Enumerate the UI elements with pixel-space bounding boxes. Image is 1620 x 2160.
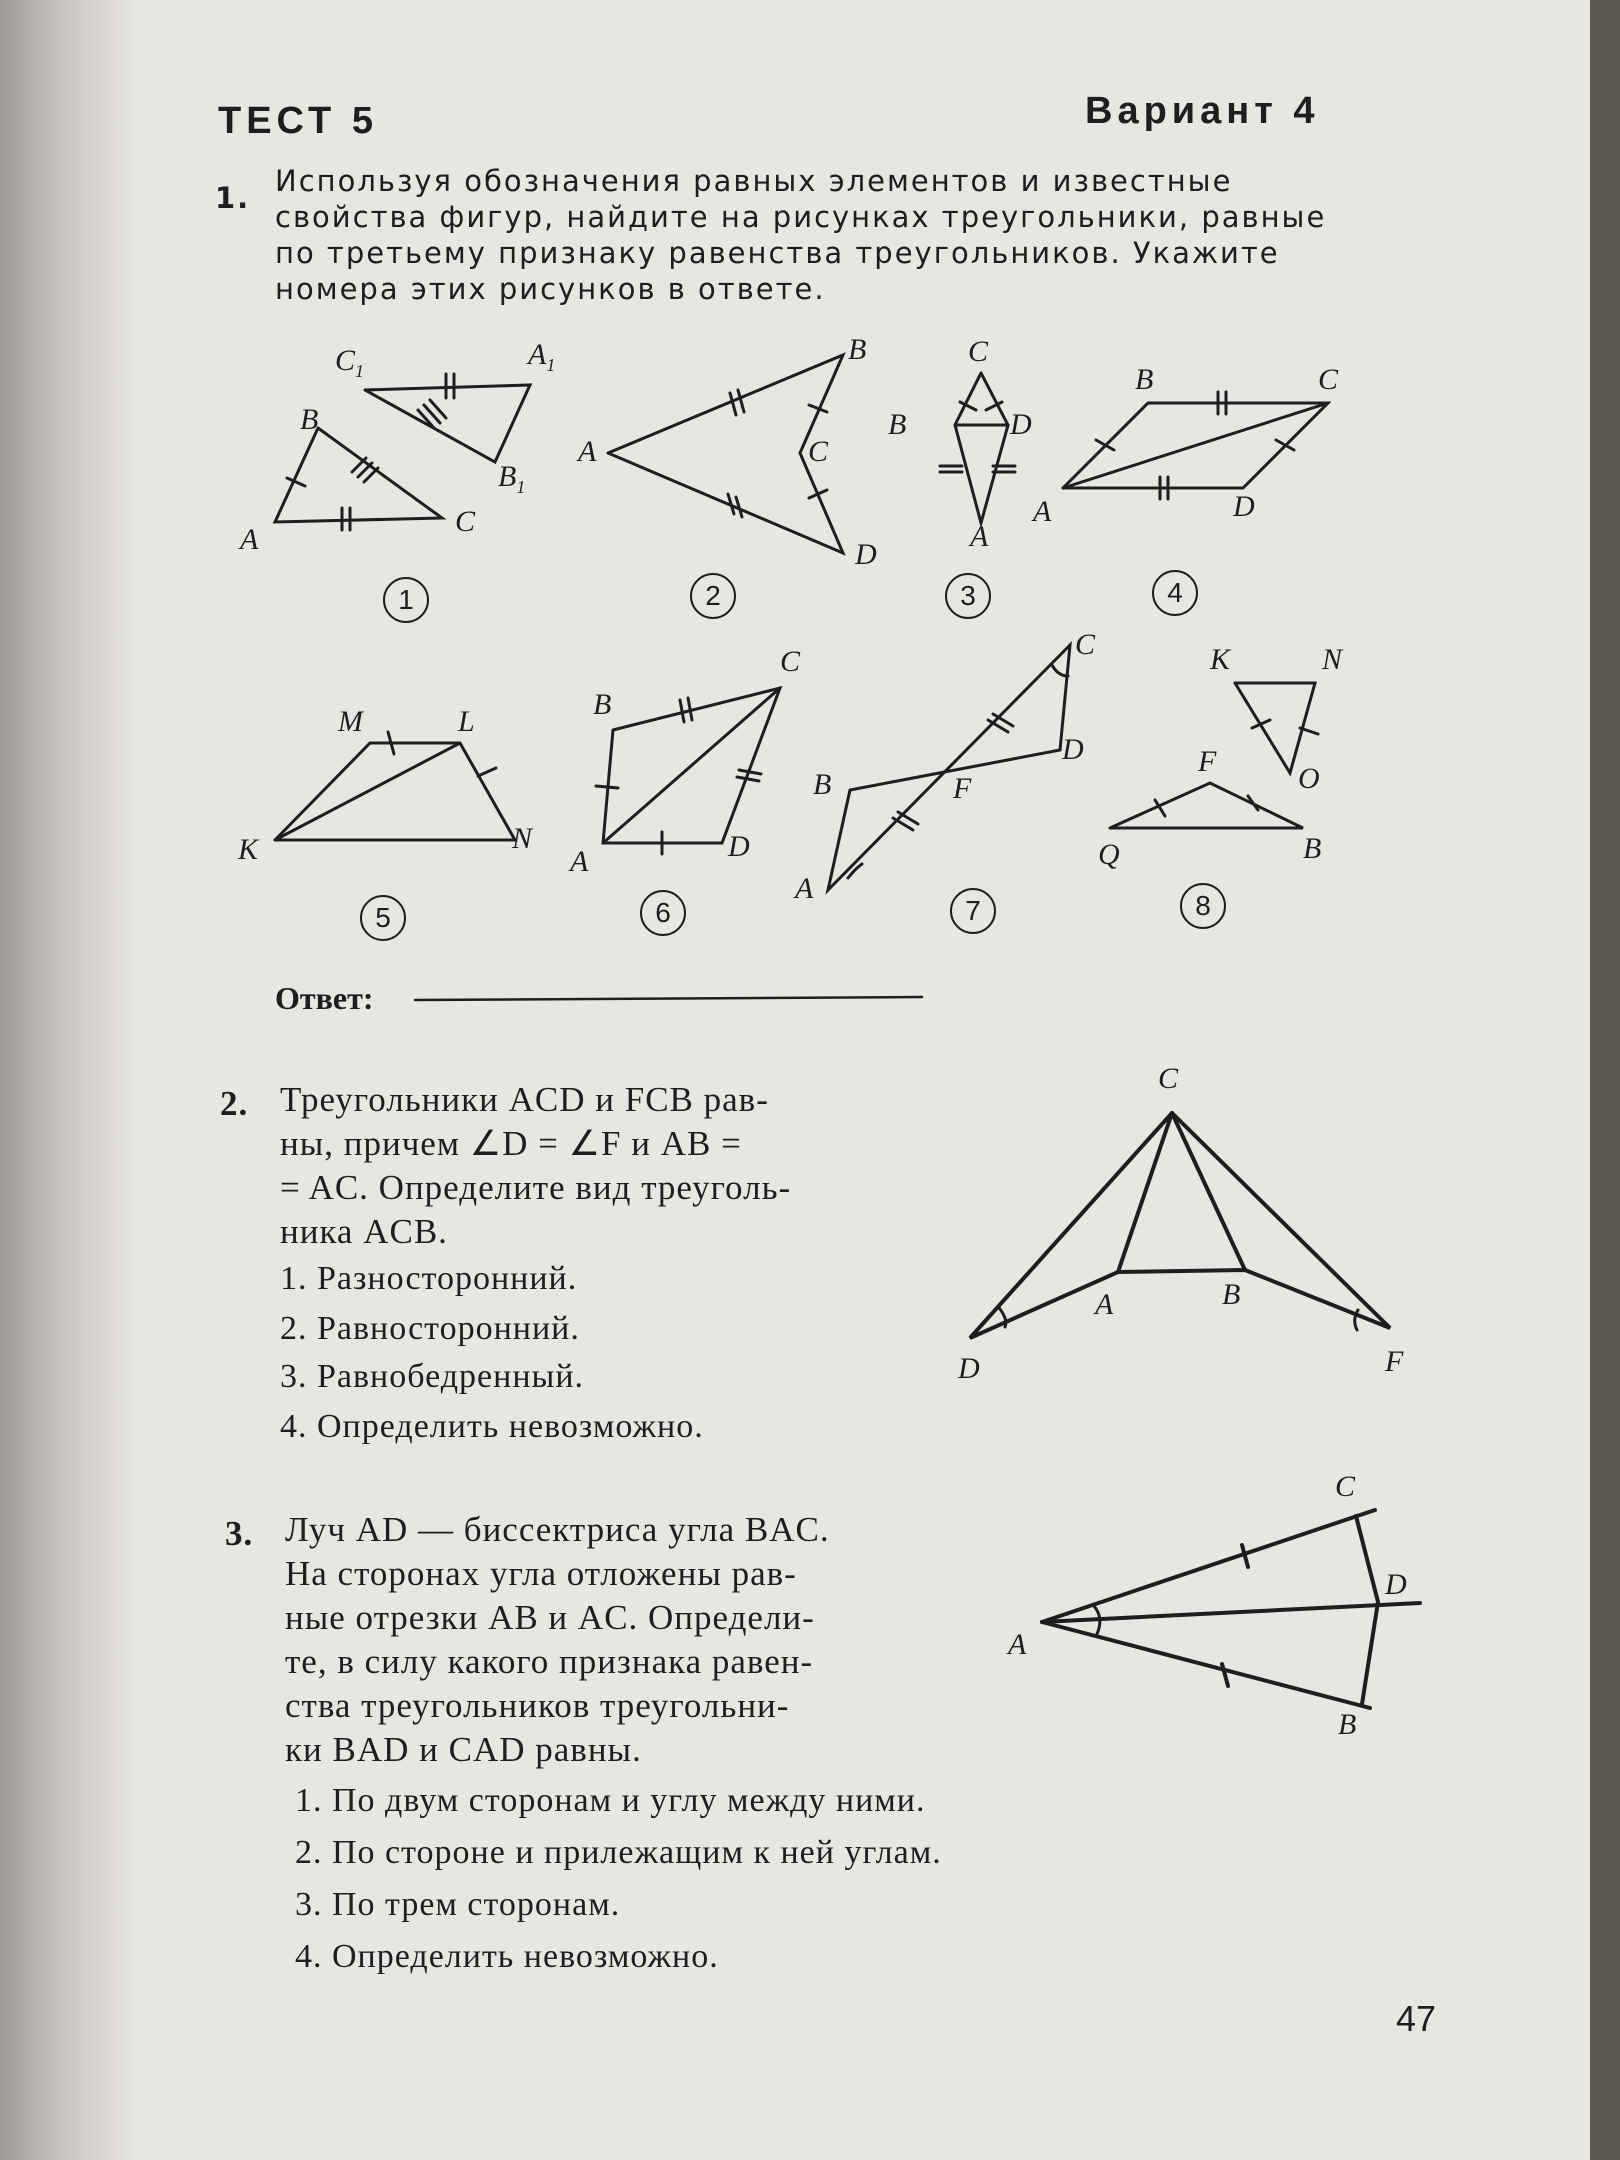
f2-label-A: A [578,435,597,468]
f3-label-D: D [1010,408,1032,441]
f7-label-C: C [1075,628,1096,661]
q3-option-3: 3. По трем сторонам. [295,1886,621,1923]
answer-label: Ответ: [275,980,374,1016]
q2-option-4: 4. Определить невозможно. [280,1408,704,1445]
f6-label-D: D [728,830,750,863]
f4-label-C: C [1318,363,1339,396]
q3-number: 3. [225,1514,254,1553]
f7-label-B: B [813,768,832,801]
q3-line-6: ки BAD и CAD равны. [285,1730,642,1769]
figure-number-3: 3 [945,573,991,619]
q2-label-C: C [1158,1062,1179,1095]
q2-option-2: 2. Равносторонний. [280,1310,580,1347]
f4-label-D: D [1233,490,1255,523]
f1-label-C1: $C_1$ [335,344,365,381]
f1-label-A1: $A_1$ [528,338,556,375]
q3-label-D: D [1385,1568,1407,1601]
variant-title: Вариант 4 [1085,90,1320,132]
q2-number: 2. [220,1084,249,1123]
f4-label-A: A [1033,495,1052,528]
figure-1-lines [275,374,530,530]
f6-label-B: B [593,688,612,721]
f2-label-D: D [855,538,877,571]
q3-line-2: На сторонах угла отложены рав- [285,1554,797,1593]
figure-number-6: 6 [640,890,686,936]
f1-label-A: A [240,523,259,556]
f2-label-C: C [808,435,829,468]
figure-number-4: 4 [1152,570,1198,616]
f5-label-L: L [458,705,475,738]
page-number: 47 [1396,1998,1437,2039]
q2-option-1: 1. Разносторонний. [280,1260,578,1297]
figure-7-lines [828,645,1070,890]
q3-option-2: 2. По стороне и прилежащим к ней углам. [295,1834,942,1871]
f8-label-K: K [1210,643,1231,676]
q3-label-B: B [1338,1708,1357,1741]
test-title: ТЕСТ 5 [218,100,378,142]
f7-label-A: A [795,872,814,905]
f3-label-B: B [888,408,907,441]
f1-label-B: B [300,403,319,436]
f2-label-B: B [848,333,867,366]
f6-label-A: A [570,845,589,878]
f7-label-D: D [1062,733,1084,766]
f5-label-N: N [512,822,533,855]
f1-label-B1: $B_1$ [498,460,526,497]
f5-label-M: M [338,705,363,738]
f3-label-C: C [968,335,989,368]
f1-label-C: C [455,505,476,538]
q3-label-A: A [1008,1628,1027,1661]
q2-label-F: F [1385,1345,1404,1378]
q2-figure-lines [970,1113,1390,1338]
figure-5-lines [275,732,515,840]
q2-label-D: D [958,1352,980,1385]
q2-label-A: A [1095,1288,1114,1321]
q3-option-1: 1. По двум сторонам и углу между ними. [295,1782,926,1819]
q3-option-4: 4. Определить невозможно. [295,1938,719,1975]
figure-number-5: 5 [360,895,406,941]
f8-label-B: B [1303,832,1322,865]
f4-label-B: B [1135,363,1154,396]
q2-line-1: Треугольники ACD и FCB рав- [280,1080,769,1119]
f8-label-Q: Q [1098,838,1120,871]
q2-line-4: ника ACB. [280,1212,448,1251]
q1-number: 1. [215,181,251,215]
f8-label-N: N [1322,643,1343,676]
figure-6-lines [596,688,780,854]
figure-3-lines [940,373,1015,523]
figure-number-1: 1 [383,577,429,623]
f6-label-C: C [780,645,801,678]
f8-label-O: O [1298,762,1320,795]
f7-label-F: F [953,772,972,805]
q3-line-4: те, в силу какого признака равен- [285,1642,814,1681]
q2-label-B: B [1222,1278,1241,1311]
f3-label-A: A [970,520,989,553]
f5-label-K: K [238,833,259,866]
figure-number-2: 2 [690,573,736,619]
q2-line-3: = AC. Определите вид треуголь- [280,1168,792,1207]
figure-number-8: 8 [1180,883,1226,929]
q3-line-1: Луч AD — биссектриса угла BAC. [285,1510,830,1549]
f8-label-F: F [1198,745,1217,778]
q3-label-C: C [1335,1470,1356,1503]
q2-line-2: ны, причем ∠D = ∠F и AB = [280,1124,742,1163]
q1-text: Используя обозначения равных элементов и известные свойства фигур, найдите на рисунках треугольники, равные по третьему признаку равенства треугольников. Укажите номера этих рисунков в ответе. [275,164,1327,306]
q3-line-5: ства треугольников треугольни- [285,1686,790,1725]
figure-number-7: 7 [950,888,996,934]
figure-4-lines [1063,392,1328,499]
q3-figure-lines [1042,1510,1420,1708]
q2-option-3: 3. Равнобедренный. [280,1358,585,1395]
q3-line-3: ные отрезки AB и AC. Определи- [285,1598,815,1637]
